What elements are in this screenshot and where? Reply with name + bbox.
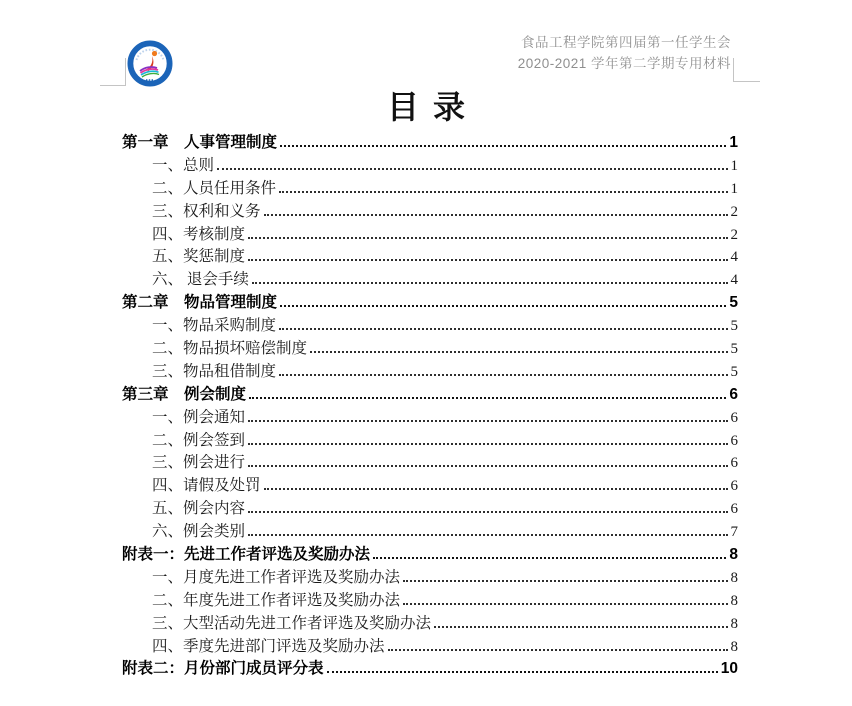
toc-entry-label: 第三章 例会制度 [122, 385, 247, 403]
toc-entry[interactable] [122, 588, 738, 611]
header-meta-line1: 食品工程学院第四届第一任学生会 [521, 35, 731, 50]
toc-entry[interactable] [122, 656, 738, 679]
toc-entry-label: 六、 退会手续 [152, 271, 249, 289]
dot-leader [252, 282, 728, 284]
toc-page-number: 5 [730, 341, 738, 358]
toc-entry[interactable] [122, 611, 738, 634]
toc-entry[interactable] [122, 542, 738, 565]
toc-page-number: 6 [730, 501, 738, 518]
toc-entry-label: 二、年度先进工作者评选及奖励办法 [152, 591, 401, 609]
toc-page-number: 5 [729, 294, 738, 312]
dot-leader [310, 351, 727, 353]
header-meta [518, 33, 731, 74]
toc-entry-label: 四、请假及处罚 [152, 477, 261, 495]
toc-entry[interactable] [122, 336, 738, 359]
toc-page-number: 1 [730, 157, 738, 174]
dot-leader [280, 145, 726, 147]
toc-entry[interactable] [122, 496, 738, 519]
dot-leader [248, 443, 727, 445]
dot-leader [249, 397, 726, 399]
dot-leader [248, 534, 727, 536]
toc-entry[interactable] [122, 153, 738, 176]
toc-page-number: 8 [730, 569, 738, 586]
dot-leader [280, 305, 726, 307]
toc-entry-label: 五、奖惩制度 [152, 248, 246, 266]
toc-entry[interactable] [122, 565, 738, 588]
toc-entry-label: 三、大型活动先进工作者评选及奖励办法 [152, 614, 432, 632]
table-of-contents [122, 130, 738, 679]
toc-page-number: 8 [730, 638, 738, 655]
page-title: 目录 [386, 89, 479, 125]
toc-entry-label: 三、例会进行 [152, 454, 246, 472]
toc-entry[interactable] [122, 313, 738, 336]
toc-entry-label: 二、物品损坏赔偿制度 [152, 340, 308, 358]
toc-entry[interactable] [122, 244, 738, 267]
toc-entry[interactable] [122, 382, 738, 405]
dot-leader [388, 649, 728, 651]
student-union-logo-icon [127, 40, 173, 87]
toc-entry-label: 三、权利和义务 [152, 202, 261, 220]
dot-leader [403, 580, 727, 582]
dot-leader [279, 374, 727, 376]
toc-entry-label: 第一章 人事管理制度 [122, 134, 278, 151]
dot-leader [264, 214, 728, 216]
toc-entry-label: 二、例会签到 [152, 431, 246, 449]
toc-entry-label: 六、例会类别 [152, 523, 246, 541]
toc-page-number: 4 [730, 249, 738, 266]
dot-leader [248, 237, 727, 239]
toc-entry[interactable] [122, 222, 738, 245]
toc-entry[interactable] [122, 359, 738, 382]
toc-entry[interactable] [122, 473, 738, 496]
toc-entry-label: 三、物品租借制度 [152, 362, 277, 380]
toc-page-number: 8 [730, 592, 738, 609]
toc-page-number: 6 [730, 478, 738, 495]
toc-page-number: 7 [730, 524, 738, 541]
toc-entry-label: 第二章 物品管理制度 [122, 294, 278, 312]
toc-entry[interactable] [122, 290, 738, 313]
toc-entry-label: 一、物品采购制度 [152, 317, 277, 335]
dot-leader [248, 465, 727, 467]
toc-entry[interactable] [122, 519, 738, 542]
toc-entry-label: 四、季度先进部门评选及奖励办法 [152, 637, 385, 655]
emblem-graphic [127, 40, 173, 87]
toc-page-number: 6 [730, 455, 738, 472]
toc-entry[interactable] [122, 634, 738, 657]
toc-entry[interactable] [122, 405, 738, 428]
dot-leader [217, 168, 727, 170]
toc-entry[interactable] [122, 267, 738, 290]
dot-leader [373, 557, 726, 559]
toc-entry[interactable] [122, 176, 738, 199]
toc-entry-label: 五、例会内容 [152, 500, 246, 518]
toc-entry-label: 附表二：月份部门成员评分表 [122, 660, 324, 678]
toc-entry-label: 一、例会通知 [152, 408, 246, 426]
dot-leader [434, 626, 727, 628]
toc-entry-label: 一、总则 [152, 156, 215, 174]
text-boundary-mark-right [733, 58, 734, 82]
dot-leader [248, 420, 727, 422]
dot-leader [279, 191, 727, 193]
toc-page-number: 2 [730, 203, 738, 220]
toc-entry[interactable] [122, 130, 738, 153]
toc-entry-label: 附表一：先进工作者评选及奖励办法 [122, 546, 371, 564]
toc-page-number: 8 [730, 615, 738, 632]
toc-entry[interactable] [122, 450, 738, 473]
toc-entry[interactable] [122, 199, 738, 222]
toc-page-number: 10 [720, 660, 738, 678]
dot-leader [248, 259, 727, 261]
dot-leader [403, 603, 727, 605]
toc-entry-label: 二、人员任用条件 [152, 179, 277, 197]
dot-leader [264, 488, 728, 490]
toc-page-number: 5 [730, 318, 738, 335]
toc-page-number: 6 [730, 432, 738, 449]
header-meta-line2: 2020-2021 学年第二学期专用材料 [517, 55, 731, 71]
toc-page-number: 4 [730, 272, 738, 289]
toc-page-number: 5 [730, 363, 738, 380]
dot-leader [279, 328, 727, 330]
toc-page-number: 1 [730, 180, 738, 197]
toc-entry[interactable] [122, 428, 738, 451]
toc-page-number: 8 [729, 546, 738, 564]
toc-page-number: 2 [730, 226, 738, 243]
toc-page-number: 6 [730, 409, 738, 426]
dot-leader [327, 671, 718, 673]
toc-page-number: 6 [729, 385, 738, 403]
toc-entry-label: 一、月度先进工作者评选及奖励办法 [152, 568, 401, 586]
dot-leader [248, 511, 727, 513]
toc-page-number: 1 [729, 134, 738, 151]
toc-entry-label: 四、考核制度 [152, 225, 246, 243]
